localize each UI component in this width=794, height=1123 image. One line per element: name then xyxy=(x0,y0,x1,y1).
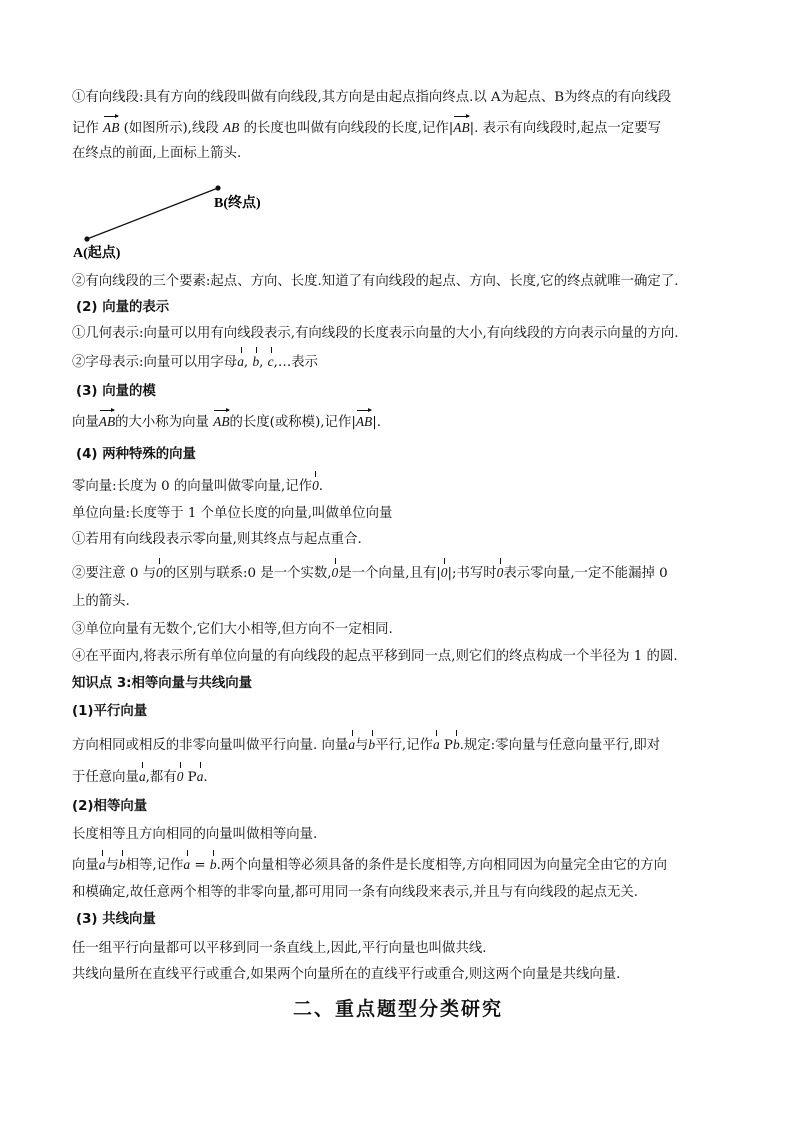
note-2: ②要注意 0 与0的区别与联系:0 是一个实数,0是一个向量,且有|0|;书写时0表示零向量,一定不能漏掉 0 xyxy=(72,561,668,584)
letter-representation: ②字母表示:向量可以用字母a, b, c,…表示 xyxy=(72,350,318,373)
directed-segment-def-line1: ①有向线段:具有方向的线段叫做有向线段,其方向是由起点指向终点.以 A为起点、B为终点的有向线段 xyxy=(72,90,672,105)
note-1: ①若用有向线段表示零向量,则其终点与起点重合. xyxy=(72,532,362,547)
section-heading: 二、重点题型分类研究 xyxy=(292,998,503,1020)
vector-ab: AB xyxy=(99,410,115,432)
parallel-def-line1: 方向相同或相反的非零向量叫做平行向量. 向量a与b平行,记作a Pb.规定:零向量与任意向量平行,即对 xyxy=(72,733,660,756)
collinear-def-line2: 共线向量所在直线平行或重合,如果两个向量所在的直线平行或重合,则这两个向量是共线向量. xyxy=(72,967,621,982)
geometric-representation: ①几何表示:向量可以用有向线段表示,有向线段的长度表示向量的大小,有向线段的方向表示向量的方向. xyxy=(72,326,679,341)
directed-segment-figure xyxy=(72,181,302,261)
section-title-collinear: (3) 共线向量 xyxy=(76,912,156,927)
equal-def-line3: 和模确定,故任意两个相等的非零向量,都可用同一条有向线段来表示,并且与有向线段的起点无关. xyxy=(72,885,639,900)
segment-line xyxy=(87,188,218,239)
note-3: ③单位向量有无数个,它们大小相等,但方向不一定相同. xyxy=(72,622,393,637)
zero-vector: 0 xyxy=(156,561,163,583)
zero-vector: 0 xyxy=(497,561,504,583)
magnitude-def: 向量AB的大小称为向量 AB的长度(或称模),记作|AB|. xyxy=(72,410,381,433)
vector-ab: AB xyxy=(213,410,229,432)
vector-a: a xyxy=(237,350,244,372)
equal-def: 长度相等且方向相同的向量叫做相等向量. xyxy=(72,827,318,842)
vector-c: c xyxy=(268,350,274,372)
start-point xyxy=(84,236,89,241)
section-title-representation: (2) 向量的表示 xyxy=(76,300,170,315)
vector-ab: AB xyxy=(356,410,372,432)
knowledge-point-3-title: 知识点 3:相等向量与共线向量 xyxy=(72,676,253,691)
start-label: A(起点) xyxy=(73,246,121,261)
parallel-def-line2: 于任意向量a,都有0 Pa. xyxy=(72,765,208,788)
equal-def-line2: 向量a与b相等,记作a = b.两个向量相等必须具备的条件是长度相等,方向相同因为向量完全由它的方向 xyxy=(72,853,667,876)
vector-ab: AB xyxy=(453,116,469,138)
section-title-special-vectors: (4) 两种特殊的向量 xyxy=(76,447,196,462)
collinear-def-line1: 任一组平行向量都可以平移到同一条直线上,因此,平行向量也叫做共线. xyxy=(72,941,487,956)
zero-vector: 0 xyxy=(441,561,448,583)
note-4: ④在平面内,将表示所有单位向量的有向线段的起点平移到同一点,则它们的终点构成一个半径为 1 的圆. xyxy=(72,649,678,664)
section-title-magnitude: (3) 向量的模 xyxy=(76,384,156,399)
directed-segment-def-line2: 记作 AB (如图所示),线段 AB 的长度也叫做有向线段的长度,记作|AB|. 表示有向线段时,起点一定要写 xyxy=(72,116,661,139)
section-title-parallel: (1)平行向量 xyxy=(72,704,148,719)
end-label: B(终点) xyxy=(214,196,261,211)
three-elements: ②有向线段的三个要素:起点、方向、长度.知道了有向线段的起点、方向、长度,它的终点就唯一确定了. xyxy=(72,274,679,289)
directed-segment-def-line3: 在终点的前面,上面标上箭头. xyxy=(72,146,242,161)
zero-vector-def: 零向量:长度为 0 的向量叫做零向量,记作0. xyxy=(72,474,323,497)
note-2-cont: 上的箭头. xyxy=(72,594,130,609)
zero-vector: 0 xyxy=(332,561,339,583)
vector-b: b xyxy=(252,350,259,372)
section-title-equal: (2)相等向量 xyxy=(72,799,148,814)
vector-ab: AB xyxy=(103,116,119,138)
unit-vector-def: 单位向量:长度等于 1 个单位长度的向量,叫做单位向量 xyxy=(72,506,393,521)
end-point xyxy=(215,185,220,190)
zero-vector: 0 xyxy=(312,474,319,496)
